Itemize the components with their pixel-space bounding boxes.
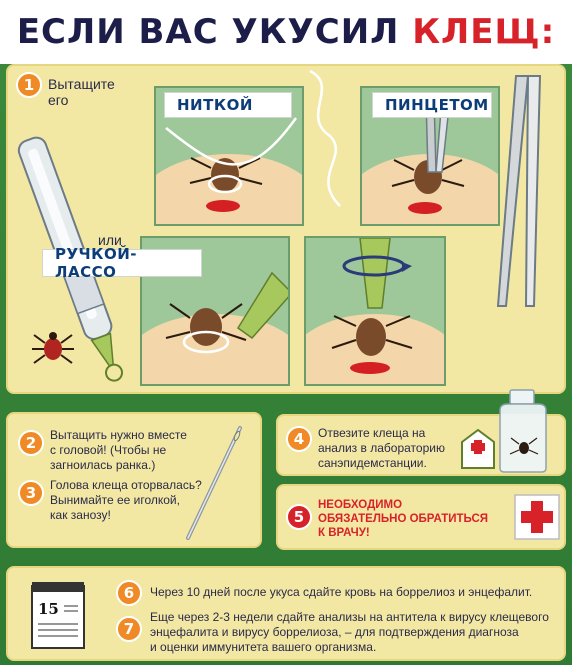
step5-panel [276,484,566,550]
step4-panel [276,414,566,476]
tweezers-photo [360,86,500,226]
tweezers-icon [486,71,556,311]
medical-cross-icon [514,494,560,540]
method-tweezers-label: ПИНЦЕТОМ [372,92,492,118]
needle-icon [180,422,250,542]
lab-building-icon [458,426,498,470]
page-title [17,12,555,52]
step5-text: НЕОБХОДИМО ОБЯЗАТЕЛЬНО ОБРАТИТЬСЯ К ВРАЧУ! [318,499,489,539]
title-main: ЕСЛИ ВАС УКУСИЛ [16,12,400,52]
step2-text: Вытащить нужно вместе с головой! (Чтобы не загноилась ранка.) [50,428,187,472]
step5-number: 5 [286,504,312,530]
step6-text: Через 10 дней после укуса сдайте кровь на боррелиоз и энцефалит. [150,585,533,599]
lasso-photo-2 [304,236,446,386]
calendar-day: 15 [38,600,59,618]
step6-7-panel [6,566,566,661]
step6-number: 6 [116,580,142,606]
step7-number: 7 [116,616,142,642]
step1-number: 1 [16,72,42,98]
step3-text: Голова клеща оторвалась? Вынимайте ее иголкой, как занозу! [50,478,202,522]
step1-text: Вытащите его [48,76,115,108]
tick-icon [28,321,78,371]
step2-number: 2 [18,430,44,456]
method-thread-label: НИТКОЙ [164,92,292,118]
method-lasso-label: РУЧКОЙ-ЛАССО [42,249,202,277]
header [0,0,572,64]
or-text: или [98,232,122,248]
step4-text: Отвезите клеща на анализ в лабораторию санэпидемстанции. [318,426,445,470]
thread-icon [290,66,360,216]
step1-panel [6,64,566,394]
jar-icon [494,388,552,474]
step7-text: Еще через 2-3 недели сдайте анализы на антитела к вирусу клещевого энцефалита и вирусу боррелиоза, – для подтверждения диагноза и оценки иммунитета вашего организма. [150,610,549,654]
title-accent: КЛЕЩ: [412,12,556,52]
step2-3-panel [6,412,262,548]
step4-number: 4 [286,426,312,452]
thread-photo [154,86,304,226]
step3-number: 3 [18,480,44,506]
